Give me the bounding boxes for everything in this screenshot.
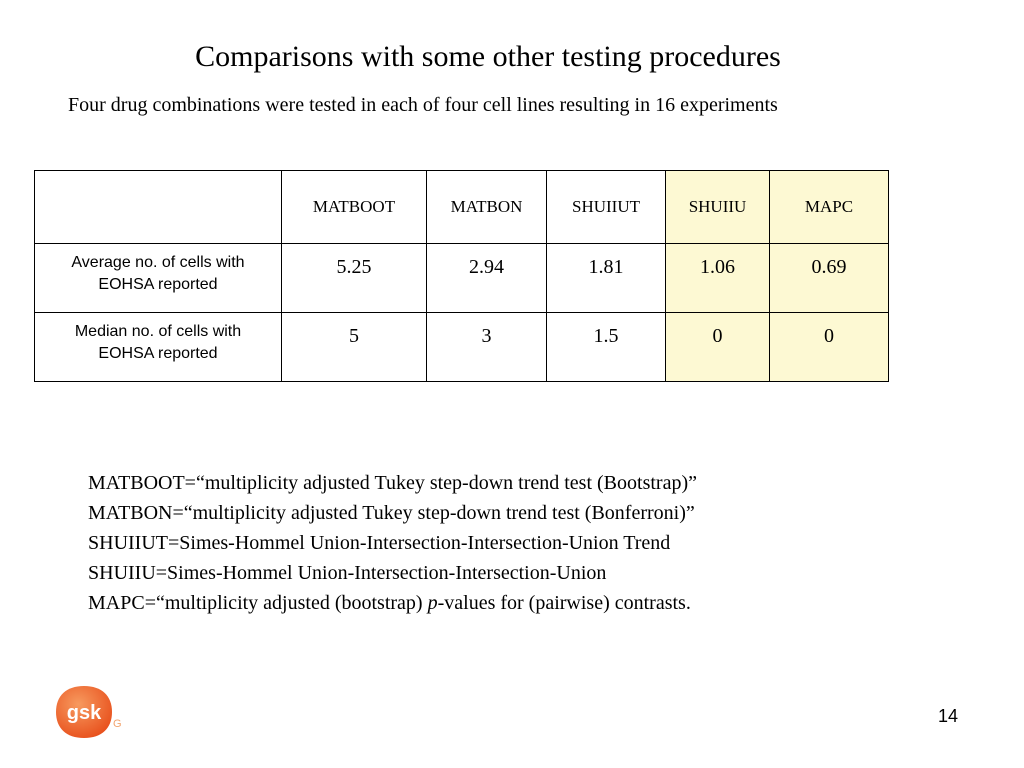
table-header-empty: [35, 171, 282, 244]
table-cell: 0: [770, 313, 889, 382]
comparison-table: [34, 170, 889, 382]
table-cell: 2.94: [427, 244, 547, 313]
table-header-matboot: MATBOOT: [282, 171, 427, 244]
table-cell: 5: [282, 313, 427, 382]
table-cell: 5.25: [282, 244, 427, 313]
table-header-matbon: MATBON: [427, 171, 547, 244]
row-label-line: EOHSA reported: [98, 276, 218, 293]
logo-text: gsk: [66, 702, 102, 724]
table-cell: 1.06: [666, 244, 770, 313]
row-label-average: [35, 244, 282, 313]
table-header-shuiiu: SHUIIU: [666, 171, 770, 244]
note-italic-p: p: [427, 592, 438, 614]
table-header-shuiiut: SHUIIUT: [547, 171, 666, 244]
note-line: [88, 588, 697, 618]
slide-title: Comparisons with some other testing procedures: [195, 40, 781, 73]
gsk-logo: [54, 684, 114, 740]
table-row: [35, 313, 889, 382]
row-label-line: Average no. of cells with: [71, 254, 245, 271]
table-cell: 3: [427, 313, 547, 382]
row-label-line: Median no. of cells with: [74, 323, 242, 340]
table-header-row: [35, 171, 889, 244]
page-number: 14: [938, 706, 959, 726]
logo-mark: G: [113, 718, 122, 730]
abbreviation-notes: [88, 468, 697, 618]
note-text: MAPC=“multiplicity adjusted (bootstrap): [88, 592, 428, 614]
table-cell: 0: [666, 313, 770, 382]
note-line: MATBON=“multiplicity adjusted Tukey step-down trend test (Bonferroni)”: [88, 502, 695, 524]
table-cell: 1.81: [547, 244, 666, 313]
note-line: SHUIIUT=Simes-Hommel Union-Intersection-Intersection-Union Trend: [88, 532, 671, 554]
table-row: [35, 244, 889, 313]
slide-subtitle: Four drug combinations were tested in each of four cell lines resulting in 16 experiments: [68, 94, 778, 116]
note-text: -values for (pairwise) contrasts.: [437, 592, 691, 614]
note-line: SHUIIU=Simes-Hommel Union-Intersection-Intersection-Union: [88, 562, 607, 584]
row-label-line: EOHSA reported: [98, 345, 218, 362]
note-line: MATBOOT=“multiplicity adjusted Tukey step-down trend test (Bootstrap)”: [88, 472, 697, 494]
table-cell: 0.69: [770, 244, 889, 313]
table-header-mapc: MAPC: [770, 171, 889, 244]
row-label-median: [35, 313, 282, 382]
table-cell: 1.5: [547, 313, 666, 382]
